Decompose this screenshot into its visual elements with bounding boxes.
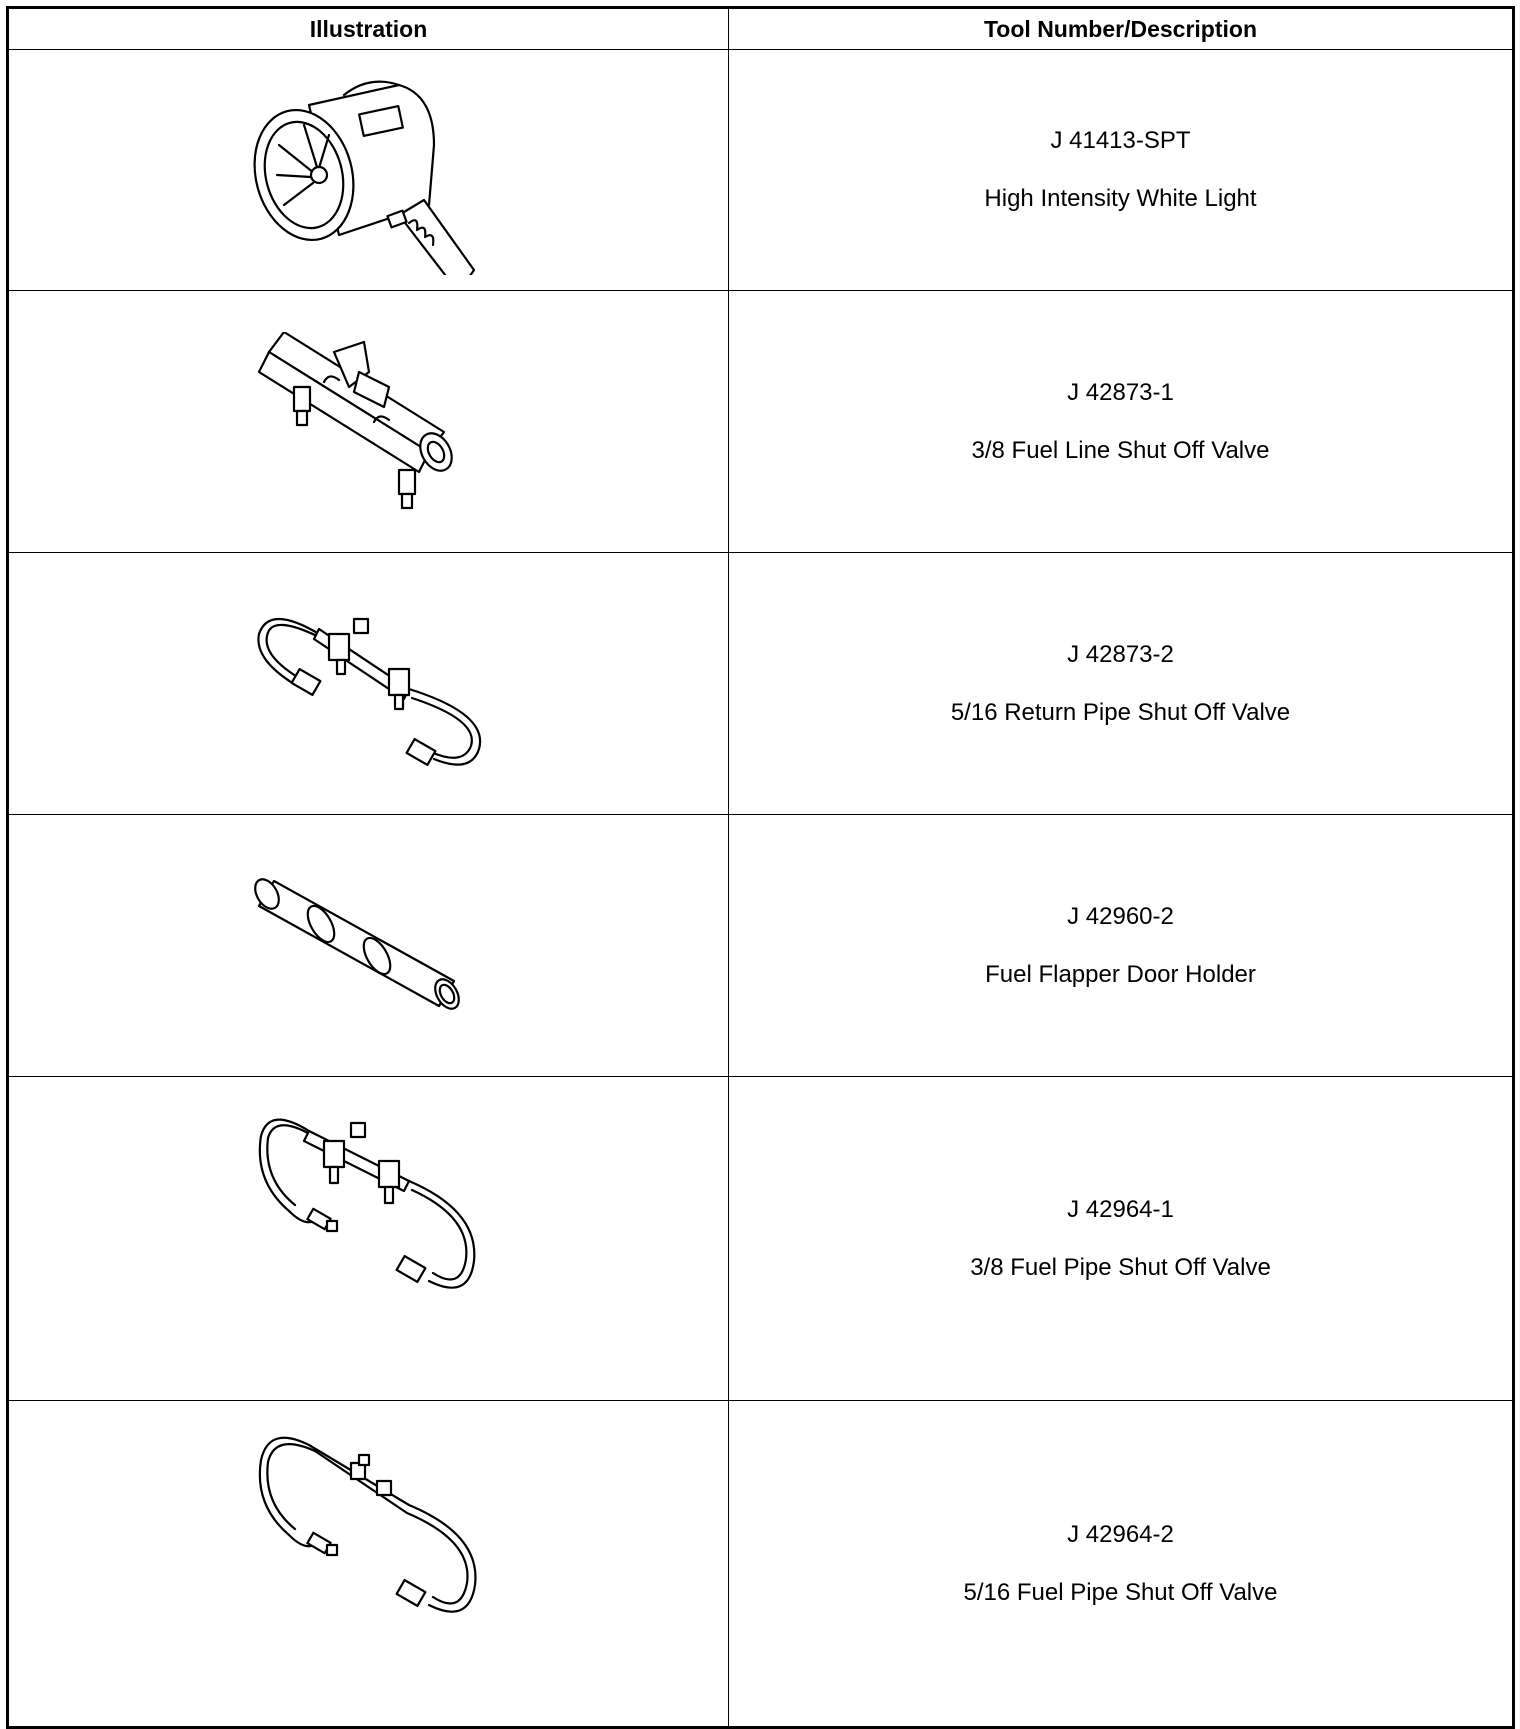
table-row xyxy=(8,815,1514,1077)
description-cell xyxy=(729,291,1514,553)
flapper-door-holder-illustration xyxy=(249,866,489,1026)
tool-number: J 42873-1 xyxy=(1067,378,1174,406)
illustration-cell xyxy=(8,291,729,553)
shutoff-valve-illustration xyxy=(249,332,489,512)
special-tools-table xyxy=(6,6,1515,1729)
table-row xyxy=(8,1077,1514,1401)
table-row xyxy=(8,553,1514,815)
illustration-cell xyxy=(8,815,729,1077)
illustration-cell xyxy=(8,1401,729,1728)
table-row xyxy=(8,1401,1514,1728)
tool-number: J 41413-SPT xyxy=(1050,127,1191,154)
header-illustration: Illustration xyxy=(8,8,729,50)
description-cell xyxy=(729,1401,1514,1728)
description-cell xyxy=(729,1077,1514,1401)
description-cell xyxy=(729,815,1514,1077)
fuel-pipe-valve-illustration xyxy=(249,1101,489,1301)
illustration-cell xyxy=(8,553,729,815)
description-cell xyxy=(729,50,1514,291)
return-pipe-valve-illustration xyxy=(249,594,489,774)
tool-number: J 42964-2 xyxy=(1067,1520,1174,1548)
tool-number: J 42964-1 xyxy=(1067,1195,1174,1223)
description-cell xyxy=(729,553,1514,815)
tool-description: 3/8 Fuel Pipe Shut Off Valve xyxy=(970,1253,1271,1281)
fuel-pipe-valve-small-illustration xyxy=(249,1425,489,1625)
tool-description: 5/16 Return Pipe Shut Off Valve xyxy=(950,698,1291,726)
tool-description: 3/8 Fuel Line Shut Off Valve xyxy=(971,436,1270,464)
table-row xyxy=(8,291,1514,553)
header-row xyxy=(8,8,1514,50)
tool-description: 5/16 Fuel Pipe Shut Off Valve xyxy=(963,1578,1278,1606)
illustration-cell xyxy=(8,1077,729,1401)
illustration-cell xyxy=(8,50,729,291)
tool-description: High Intensity White Light xyxy=(984,185,1257,212)
table-row xyxy=(8,50,1514,291)
spotlight-illustration xyxy=(249,65,489,275)
tool-number: J 42960-2 xyxy=(1067,902,1174,930)
header-tool-description: Tool Number/Description xyxy=(729,8,1514,50)
tool-description: Fuel Flapper Door Holder xyxy=(985,960,1256,988)
tool-number: J 42873-2 xyxy=(1067,640,1174,668)
